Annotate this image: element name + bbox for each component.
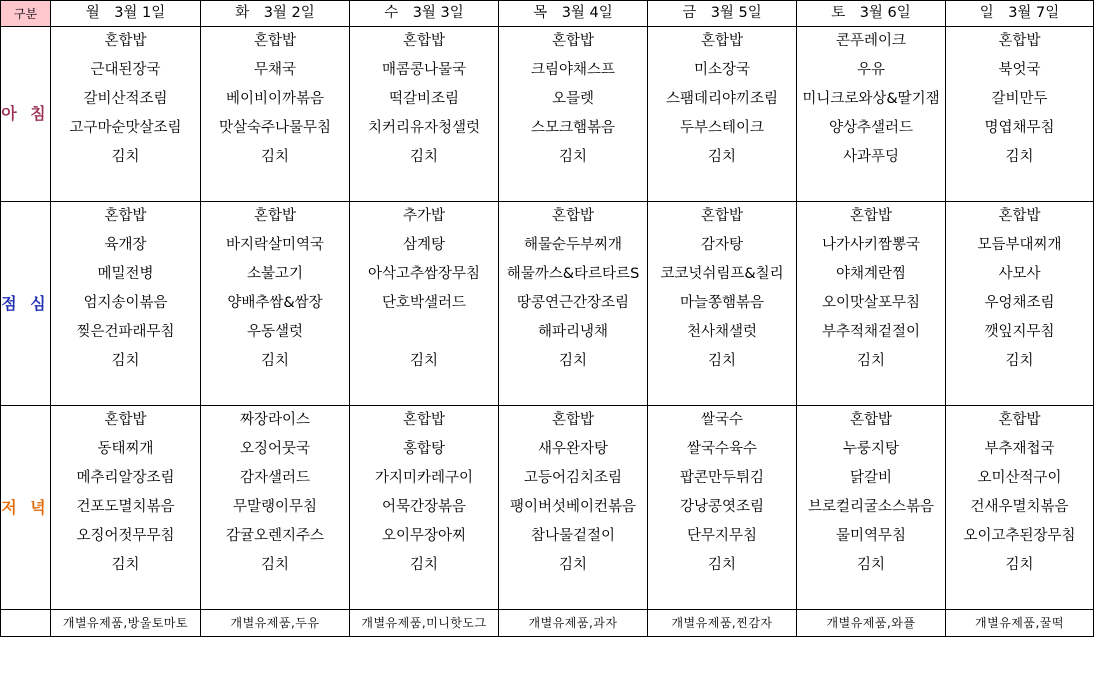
menu-item-cell: 오믈렛 <box>499 85 648 114</box>
lunch-menu-row <box>1 202 1094 232</box>
menu-item-cell: 육개장 <box>51 231 201 260</box>
snack-cell: 개별유제품,꿀떡 <box>946 610 1094 637</box>
menu-item-cell: 브로컬리굴소스볶음 <box>797 493 946 522</box>
menu-item-cell: 우엉채조림 <box>946 289 1094 318</box>
menu-item-cell: 새우완자탕 <box>499 435 648 464</box>
menu-item-cell: 땅콩연근간장조림 <box>499 289 648 318</box>
menu-item-cell: 콘푸레이크 <box>797 27 946 57</box>
menu-item-cell: 팝콘만두튀김 <box>648 464 797 493</box>
menu-item-cell: 오이무장아찌 <box>350 522 499 551</box>
menu-item-cell: 강낭콩엿조림 <box>648 493 797 522</box>
menu-item-cell: 오징어젓무무침 <box>51 522 201 551</box>
breakfast-menu-row <box>1 114 1094 143</box>
menu-item-cell: 맛살숙주나물무침 <box>201 114 350 143</box>
menu-item-cell: 스모크햄볶음 <box>499 114 648 143</box>
menu-item-cell <box>946 376 1094 406</box>
menu-item-cell: 모듬부대찌개 <box>946 231 1094 260</box>
menu-item-cell: 김치 <box>648 551 797 580</box>
snack-cell: 개별유제품,찐감자 <box>648 610 797 637</box>
menu-item-cell: 고등어김치조림 <box>499 464 648 493</box>
lunch-menu-row <box>1 318 1094 347</box>
menu-item-cell: 미니크로와상&딸기잼 <box>797 85 946 114</box>
menu-item-cell <box>797 376 946 406</box>
breakfast-label: 아 침 <box>1 27 51 202</box>
menu-item-cell: 혼합밥 <box>350 406 499 436</box>
menu-item-cell: 혼합밥 <box>51 27 201 57</box>
menu-item-cell: 쌀국수 <box>648 406 797 436</box>
menu-item-cell: 김치 <box>201 347 350 376</box>
menu-item-cell: 김치 <box>499 143 648 172</box>
dinner-label: 저 녁 <box>1 406 51 610</box>
menu-item-cell: 나가사키짬뽕국 <box>797 231 946 260</box>
menu-item-cell: 혼합밥 <box>499 202 648 232</box>
menu-item-cell: 물미역무침 <box>797 522 946 551</box>
lunch-menu-row <box>1 231 1094 260</box>
menu-item-cell <box>499 172 648 202</box>
menu-item-cell <box>499 376 648 406</box>
day-header: 월 3월 1일 <box>51 1 201 27</box>
menu-item-cell: 혼합밥 <box>946 27 1094 57</box>
menu-item-cell: 혼합밥 <box>350 27 499 57</box>
menu-item-cell: 김치 <box>350 551 499 580</box>
menu-item-cell: 무말랭이무침 <box>201 493 350 522</box>
menu-item-cell <box>648 172 797 202</box>
menu-item-cell: 닭갈비 <box>797 464 946 493</box>
menu-item-cell: 김치 <box>51 143 201 172</box>
menu-item-cell: 해물까스&타르타르S <box>499 260 648 289</box>
menu-item-cell: 단호박샐러드 <box>350 289 499 318</box>
lunch-menu-row <box>1 260 1094 289</box>
menu-item-cell <box>350 580 499 610</box>
menu-item-cell: 혼합밥 <box>201 27 350 57</box>
menu-item-cell: 김치 <box>797 347 946 376</box>
menu-item-cell: 혼합밥 <box>51 406 201 436</box>
menu-item-cell <box>201 376 350 406</box>
lunch-label: 점 심 <box>1 202 51 406</box>
menu-item-cell: 크림야채스프 <box>499 56 648 85</box>
day-header: 토 3월 6일 <box>797 1 946 27</box>
menu-item-cell: 부추적채겉절이 <box>797 318 946 347</box>
menu-item-cell: 우유 <box>797 56 946 85</box>
menu-item-cell: 오이맛살포무침 <box>797 289 946 318</box>
menu-item-cell: 김치 <box>499 347 648 376</box>
menu-item-cell: 누룽지탕 <box>797 435 946 464</box>
breakfast-menu-row <box>1 27 1094 57</box>
menu-item-cell: 홍합탕 <box>350 435 499 464</box>
menu-item-cell <box>201 580 350 610</box>
menu-item-cell: 베이비이까볶음 <box>201 85 350 114</box>
menu-item-cell <box>51 376 201 406</box>
menu-item-cell: 팽이버섯베이컨볶음 <box>499 493 648 522</box>
menu-item-cell: 오이고추된장무침 <box>946 522 1094 551</box>
menu-item-cell <box>350 376 499 406</box>
menu-item-cell: 사과푸딩 <box>797 143 946 172</box>
dinner-menu-row <box>1 580 1094 610</box>
day-header: 금 3월 5일 <box>648 1 797 27</box>
menu-item-cell: 스팸데리야끼조림 <box>648 85 797 114</box>
menu-item-cell: 고구마순맛살조림 <box>51 114 201 143</box>
breakfast-menu-row <box>1 85 1094 114</box>
menu-item-cell: 양상추샐러드 <box>797 114 946 143</box>
menu-item-cell: 갈비산적조림 <box>51 85 201 114</box>
day-header: 화 3월 2일 <box>201 1 350 27</box>
menu-item-cell: 해파리냉채 <box>499 318 648 347</box>
menu-item-cell: 코코넛쉬림프&칠리 <box>648 260 797 289</box>
menu-item-cell: 무채국 <box>201 56 350 85</box>
menu-item-cell <box>201 172 350 202</box>
menu-item-cell: 혼합밥 <box>648 202 797 232</box>
menu-item-cell: 오징어뭇국 <box>201 435 350 464</box>
menu-item-cell: 마늘쫑햄볶음 <box>648 289 797 318</box>
breakfast-menu-row <box>1 143 1094 172</box>
menu-item-cell: 동태찌개 <box>51 435 201 464</box>
menu-item-cell: 혼합밥 <box>648 27 797 57</box>
menu-item-cell: 우동샐럿 <box>201 318 350 347</box>
menu-item-cell: 김치 <box>648 347 797 376</box>
menu-item-cell: 건포도멸치볶음 <box>51 493 201 522</box>
menu-item-cell: 혼합밥 <box>797 406 946 436</box>
menu-item-cell: 김치 <box>648 143 797 172</box>
header-row <box>1 1 1094 27</box>
menu-item-cell: 바지락살미역국 <box>201 231 350 260</box>
menu-item-cell: 야채계란찜 <box>797 260 946 289</box>
lunch-menu-row <box>1 289 1094 318</box>
snack-cell: 개별유제품,와플 <box>797 610 946 637</box>
breakfast-menu-row <box>1 56 1094 85</box>
menu-item-cell: 오미산적구이 <box>946 464 1094 493</box>
menu-item-cell: 가지미카레구이 <box>350 464 499 493</box>
menu-item-cell: 혼합밥 <box>201 202 350 232</box>
menu-item-cell <box>350 318 499 347</box>
menu-item-cell: 단무지무침 <box>648 522 797 551</box>
menu-item-cell: 천사채샐럿 <box>648 318 797 347</box>
menu-item-cell: 혼합밥 <box>499 406 648 436</box>
menu-item-cell: 김치 <box>350 347 499 376</box>
menu-item-cell <box>797 580 946 610</box>
menu-item-cell: 김치 <box>51 347 201 376</box>
menu-item-cell: 깻잎지무침 <box>946 318 1094 347</box>
menu-item-cell <box>51 580 201 610</box>
day-header: 목 3월 4일 <box>499 1 648 27</box>
menu-item-cell: 혼합밥 <box>499 27 648 57</box>
menu-item-cell: 사모사 <box>946 260 1094 289</box>
menu-item-cell: 명엽채무침 <box>946 114 1094 143</box>
dinner-menu-row <box>1 493 1094 522</box>
menu-item-cell: 혼합밥 <box>946 406 1094 436</box>
snack-cell: 개별유제품,과자 <box>499 610 648 637</box>
menu-item-cell: 혼합밥 <box>946 202 1094 232</box>
menu-item-cell: 부추재첩국 <box>946 435 1094 464</box>
menu-item-cell: 감자샐러드 <box>201 464 350 493</box>
menu-item-cell: 김치 <box>350 143 499 172</box>
lunch-menu-row <box>1 347 1094 376</box>
snack-row <box>1 610 1094 637</box>
menu-item-cell: 건새우멸치볶음 <box>946 493 1094 522</box>
menu-item-cell <box>51 172 201 202</box>
menu-item-cell: 김치 <box>51 551 201 580</box>
menu-item-cell <box>946 172 1094 202</box>
menu-item-cell <box>797 172 946 202</box>
menu-item-cell: 북엇국 <box>946 56 1094 85</box>
menu-item-cell: 김치 <box>797 551 946 580</box>
menu-item-cell: 김치 <box>946 551 1094 580</box>
menu-item-cell: 추가밥 <box>350 202 499 232</box>
menu-item-cell: 근대된장국 <box>51 56 201 85</box>
header-label-cell: 구분 <box>1 1 51 27</box>
menu-item-cell: 쌀국수육수 <box>648 435 797 464</box>
menu-item-cell: 해물순두부찌개 <box>499 231 648 260</box>
snack-label-cell <box>1 610 51 637</box>
snack-cell: 개별유제품,미니핫도그 <box>350 610 499 637</box>
menu-item-cell: 미소장국 <box>648 56 797 85</box>
menu-item-cell: 엄지송이볶음 <box>51 289 201 318</box>
menu-item-cell: 갈비만두 <box>946 85 1094 114</box>
lunch-menu-row <box>1 376 1094 406</box>
menu-item-cell <box>499 580 648 610</box>
menu-item-cell: 김치 <box>946 143 1094 172</box>
day-header: 수 3월 3일 <box>350 1 499 27</box>
breakfast-menu-row <box>1 172 1094 202</box>
menu-item-cell: 김치 <box>499 551 648 580</box>
snack-cell: 개별유제품,두유 <box>201 610 350 637</box>
menu-item-cell: 메밀전병 <box>51 260 201 289</box>
menu-item-cell: 짜장라이스 <box>201 406 350 436</box>
menu-item-cell <box>648 580 797 610</box>
menu-item-cell: 메추리알장조림 <box>51 464 201 493</box>
menu-item-cell: 혼합밥 <box>51 202 201 232</box>
menu-item-cell: 떡갈비조림 <box>350 85 499 114</box>
menu-item-cell: 양배추쌈&쌈장 <box>201 289 350 318</box>
menu-item-cell: 치커리유자청샐럿 <box>350 114 499 143</box>
snack-cell: 개별유제품,방울토마토 <box>51 610 201 637</box>
menu-item-cell: 감귤오렌지주스 <box>201 522 350 551</box>
menu-item-cell: 혼합밥 <box>797 202 946 232</box>
menu-item-cell: 김치 <box>201 551 350 580</box>
menu-item-cell <box>648 376 797 406</box>
dinner-menu-row <box>1 435 1094 464</box>
menu-item-cell: 아삭고추쌈장무침 <box>350 260 499 289</box>
menu-item-cell: 어묵간장볶음 <box>350 493 499 522</box>
day-header: 일 3월 7일 <box>946 1 1094 27</box>
dinner-menu-row <box>1 464 1094 493</box>
menu-item-cell: 소불고기 <box>201 260 350 289</box>
dinner-menu-row <box>1 406 1094 436</box>
menu-item-cell: 김치 <box>946 347 1094 376</box>
menu-item-cell: 삼계탕 <box>350 231 499 260</box>
menu-item-cell: 두부스테이크 <box>648 114 797 143</box>
menu-item-cell: 참나물겉절이 <box>499 522 648 551</box>
menu-item-cell: 감자탕 <box>648 231 797 260</box>
menu-item-cell: 김치 <box>201 143 350 172</box>
dinner-menu-row <box>1 522 1094 551</box>
menu-item-cell: 매콤콩나물국 <box>350 56 499 85</box>
menu-item-cell: 찢은건파래무침 <box>51 318 201 347</box>
dinner-menu-row <box>1 551 1094 580</box>
menu-item-cell <box>946 580 1094 610</box>
menu-item-cell <box>350 172 499 202</box>
